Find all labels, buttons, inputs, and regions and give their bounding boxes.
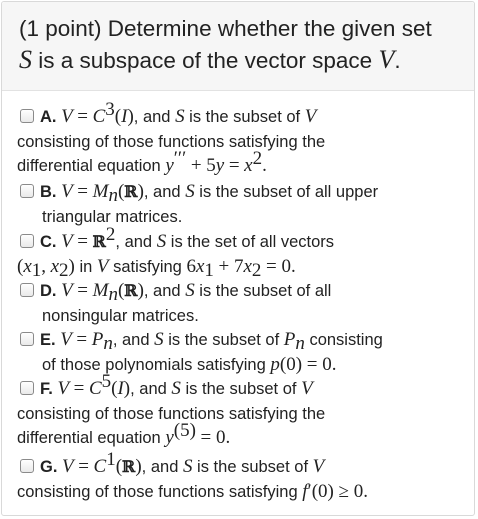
problem-header [2,2,474,91]
option-c: C. V = ℝ$^2$, and S is the set of all vectors ($x_1$, $x_2$) in V satisfying $6x_1 + 7x_2 = 0$. [17,224,335,281]
option-f-letter: F. [40,380,53,398]
option-b: B. $V = M_n(ℝ)$, and S is the subset of all upper triangular matrices. [17,180,472,229]
option-f-checkbox[interactable] [20,381,34,395]
title-line-1: (1 point) Determine whether the given set [19,16,432,41]
problem-title [19,13,465,76]
option-b-text-2: triangular matrices. [42,207,183,226]
option-c-checkbox[interactable] [20,234,34,248]
option-c-letter: C. [40,233,57,251]
option-f: F. $V = C^5(I)$, and S is the subset of V consisting of those functions satisfying the differential equation $y^{(5)} = 0$. [17,371,326,448]
option-e-letter: E. [40,331,56,349]
option-d-letter: D. [40,282,57,300]
option-a-checkbox[interactable] [20,109,34,123]
option-f-text-2: consisting of those functions satisfying the [17,404,326,423]
option-d-checkbox[interactable] [20,283,34,297]
option-g-text-2: consisting of those functions satisfying [17,482,303,501]
option-d-text-2: nonsingular matrices. [42,306,199,325]
option-a-letter: A. [40,108,57,126]
option-g: G. $V = C^1(ℝ)$, and S is the subset of V consisting of those functions satisfying f′(0) ≥ 0. [17,449,369,502]
option-b-checkbox[interactable] [20,184,34,198]
option-a: A. $V = C^3(I)$, and S is the subset of V consisting of those functions satisfying the differential equation $y''' + 5y = x^2$. [17,99,326,176]
option-e: E. $V = P_n$, and S is the subset of $P_n$ consisting of those polynomials satisfying p(0) = 0. [17,328,472,377]
set-s-symbol: S [19,45,32,74]
option-b-letter: B. [40,183,57,201]
option-e-checkbox[interactable] [20,332,34,346]
option-a-text-3: differential equation [17,157,166,175]
title-period: . [394,48,401,73]
option-g-letter: G. [40,458,58,476]
option-e-text-2: of those polynomials satisfying [42,355,271,374]
option-d: D. $V = M_n(ℝ)$, and S is the subset of all nonsingular matrices. [17,279,472,328]
title-text: is a subspace of the vector space [32,48,379,73]
option-f-text-3: differential equation [17,429,166,447]
option-g-checkbox[interactable] [20,459,34,473]
space-v-symbol: V [378,45,395,74]
option-a-text-2: consisting of those functions satisfying the [17,132,326,151]
